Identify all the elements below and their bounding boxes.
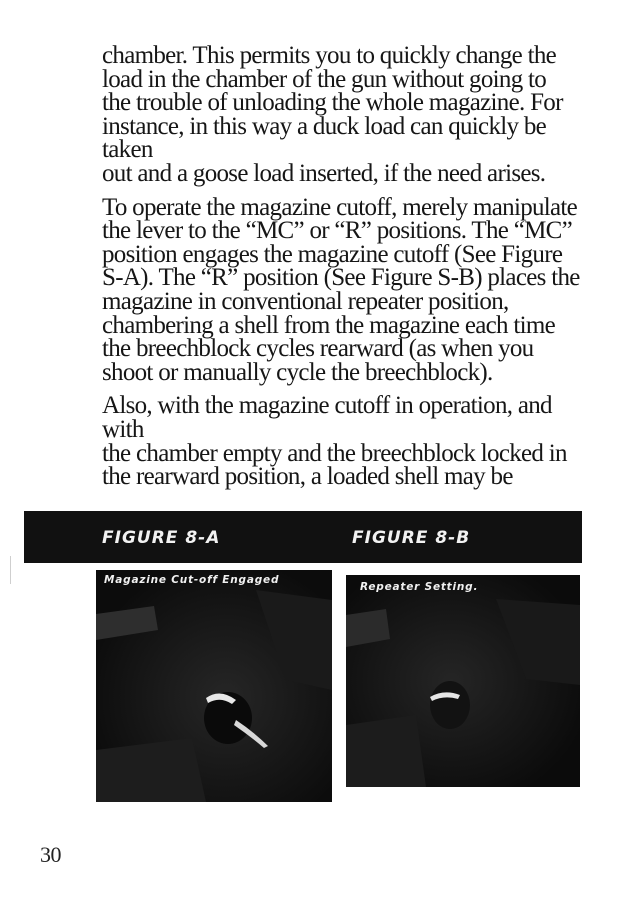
figure-a-label: FIGURE 8-A (102, 528, 221, 548)
scan-margin-mark (10, 556, 11, 584)
figure-a-caption: Magazine Cut-off Engaged (104, 574, 280, 586)
paragraph-3: Also, with the magazine cutoff in operation, and with the chamber empty and the breechblock locked in the rearward position, a loaded shell may be (102, 392, 567, 491)
figure-b-label: FIGURE 8-B (352, 528, 471, 548)
body-text (102, 44, 598, 499)
paragraph-1: chamber. This permits you to quickly change the load in the chamber of the gun without going to the trouble of unloading the whole magazine. For instance, in this way a duck load can quickly be taken out and a goose load inserted, if the need arises. (102, 42, 563, 187)
paragraph-2: To operate the magazine cutoff, merely manipulate the lever to the “MC” or “R” positions. The “MC” position engages the magazine cutoff (See Figure S-A). The “R” position (See Figure S-B) places the magazine in conventional repeater position, chambering a shell from the magazine each time the breechblock cycles rearward (as when you shoot or manually cycle the breechblock). (102, 193, 580, 386)
page-number: 30 (40, 842, 61, 867)
figure-b-caption: Repeater Setting. (360, 581, 479, 593)
figure-a-photo (96, 570, 332, 802)
figure-b-photo (346, 575, 580, 787)
